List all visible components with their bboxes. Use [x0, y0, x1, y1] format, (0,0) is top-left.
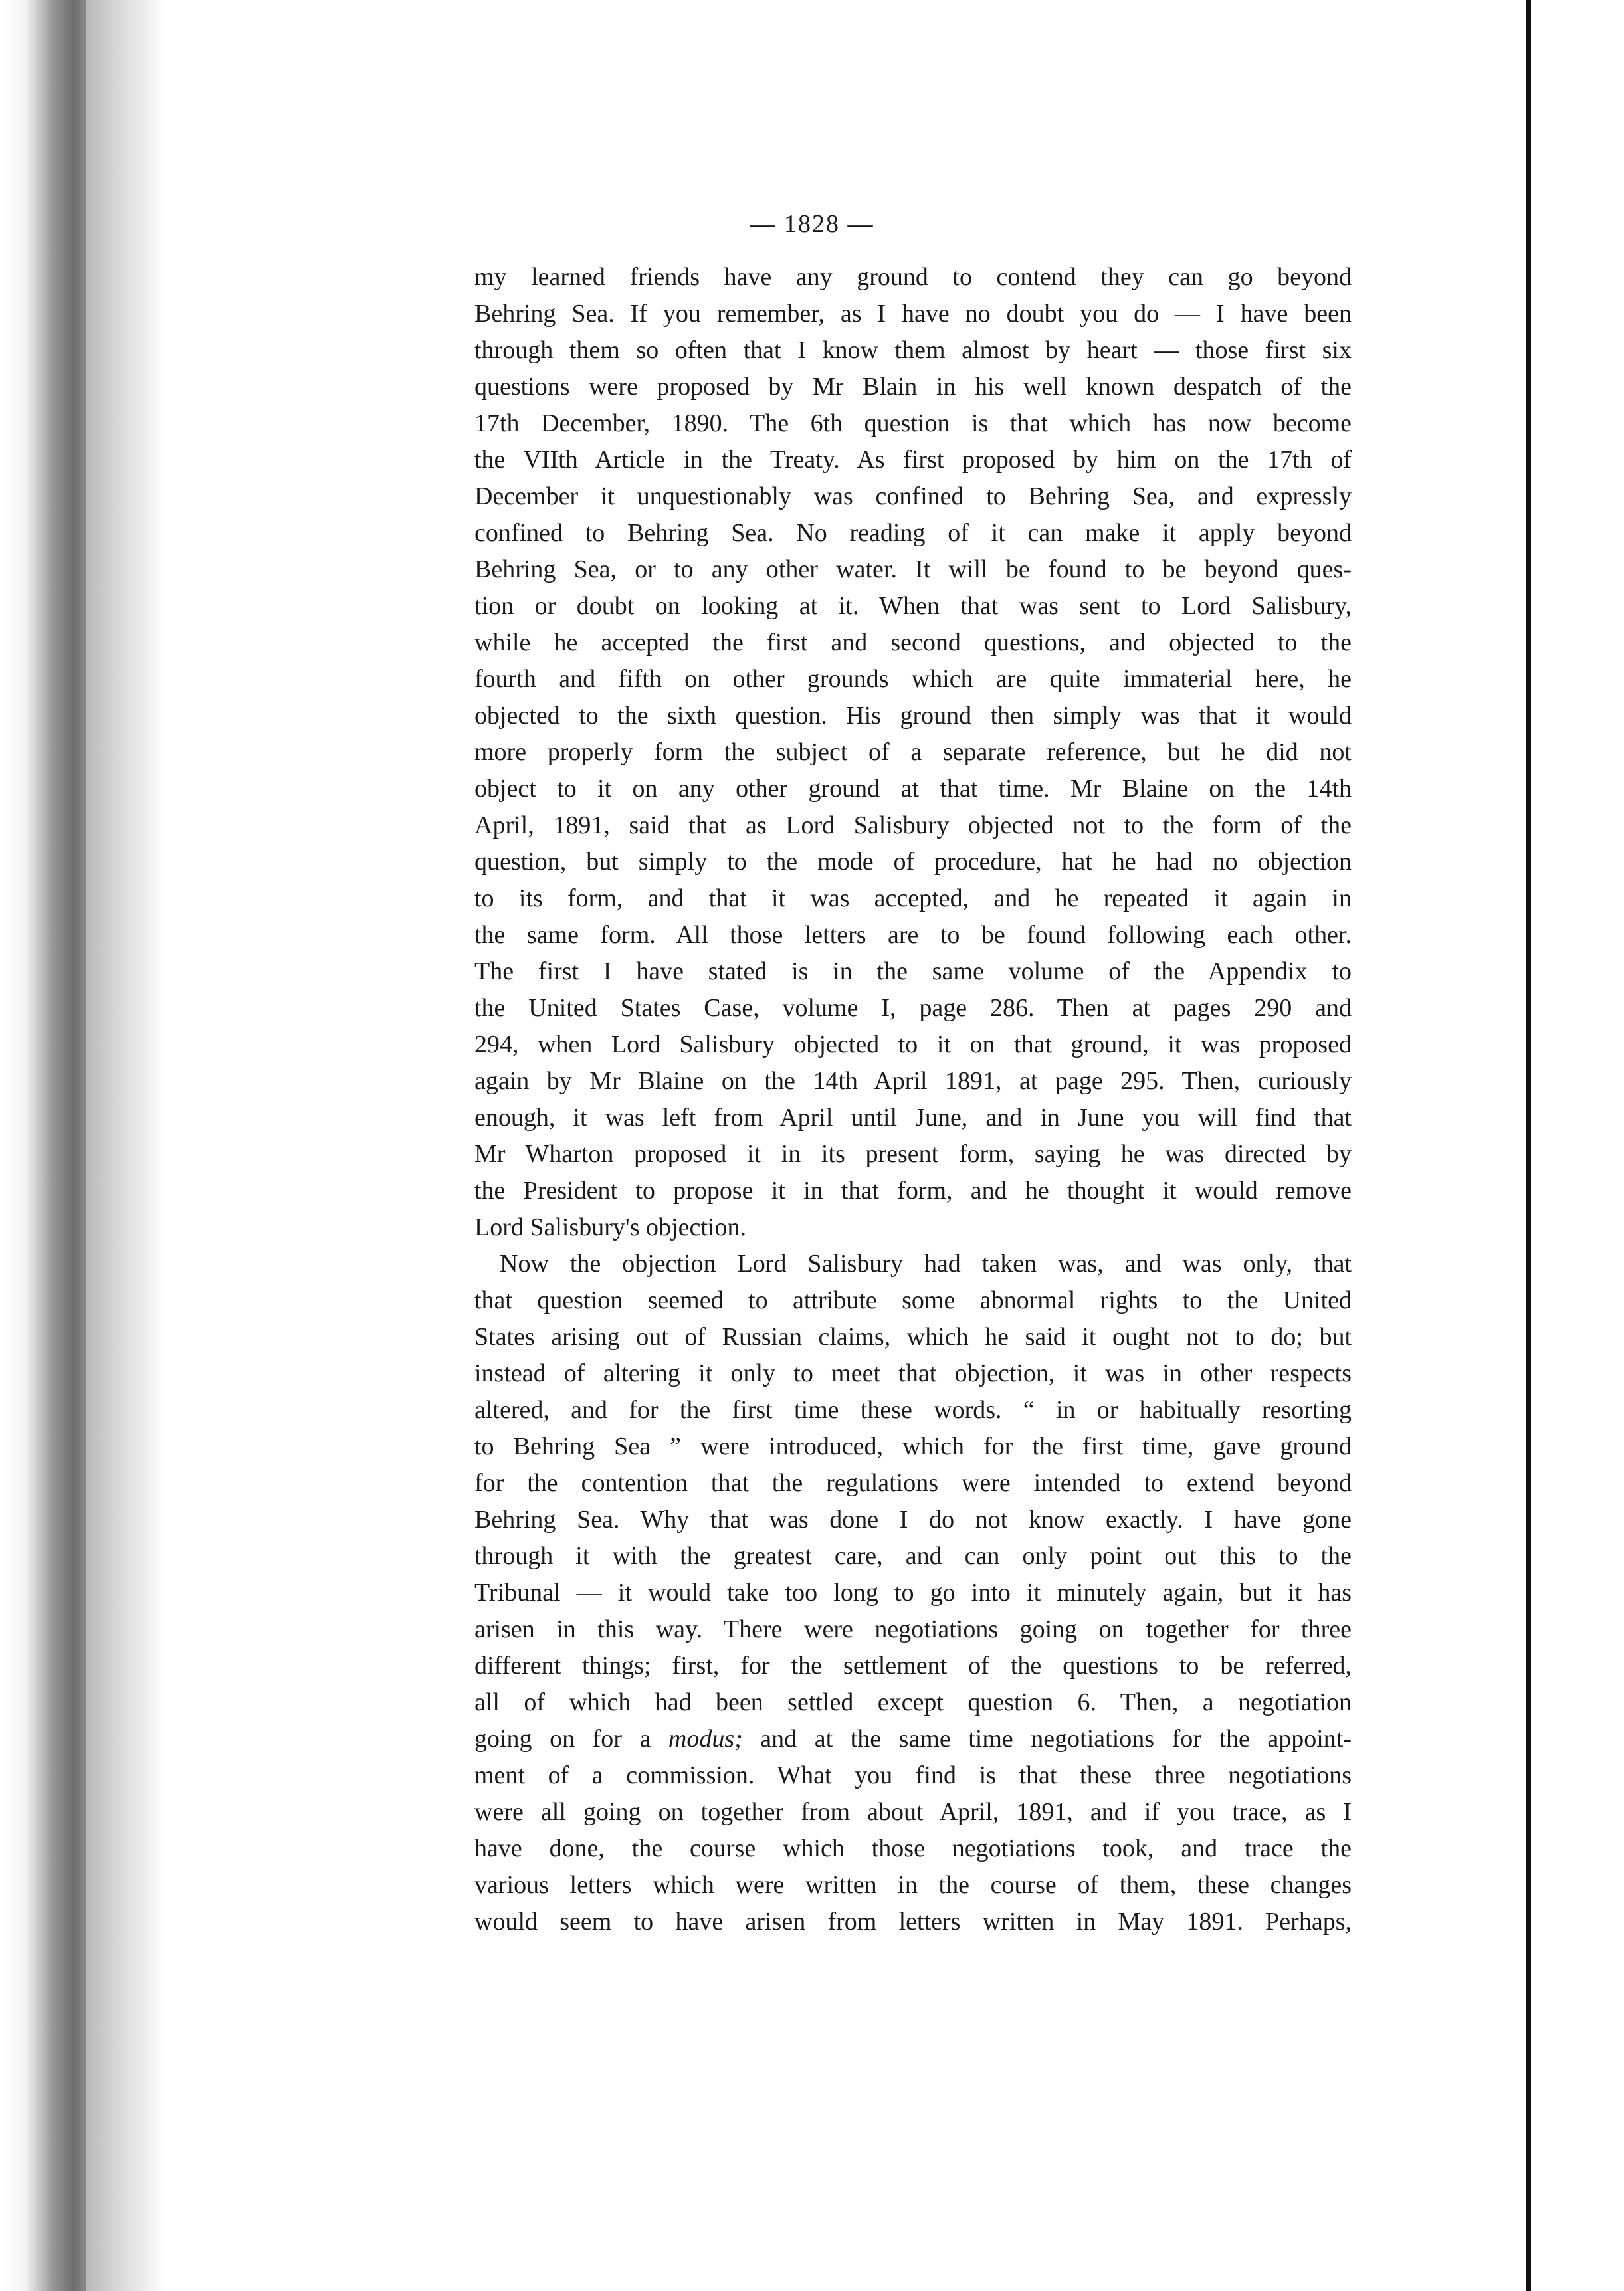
text-line: objected to the sixth question. His ground then simply was that it would — [474, 702, 1352, 730]
text-line: through it with the greatest care, and can only point out this to the — [474, 1542, 1352, 1570]
text-line: confined to Behring Sea. No reading of it can make it apply beyond — [474, 519, 1352, 547]
text-line: to Behring Sea ” were introduced, which for the first time, gave ground — [474, 1433, 1352, 1460]
text-line: The first I have stated is in the same volume of the Appendix to — [474, 957, 1352, 985]
text-line: the United States Case, volume I, page 286. Then at pages 290 and — [474, 994, 1352, 1022]
text-line: my learned friends have any ground to contend they can go beyond — [474, 263, 1352, 291]
text-line: were all going on together from about April, 1891, and if you trace, as I — [474, 1798, 1352, 1826]
text-line: Lord Salisbury's objection. — [474, 1213, 746, 1241]
text-line: questions were proposed by Mr Blain in his well known despatch of the — [474, 373, 1352, 401]
scan-right-margin — [1531, 0, 1624, 2291]
italic-word: modus; — [668, 1725, 743, 1753]
scan-right-border — [1526, 0, 1531, 2291]
text-line: again by Mr Blaine on the 14th April 1891, at page 295. Then, curiously — [474, 1067, 1352, 1095]
text-line: States arising out of Russian claims, which he said it ought not to do; but — [474, 1323, 1352, 1351]
text-line-modus — [474, 1721, 1352, 1757]
text-line: 17th December, 1890. The 6th question is that which has now become — [474, 409, 1352, 437]
page-body — [474, 259, 1352, 1940]
text-line: ment of a commission. What you find is that these three negotiations — [474, 1761, 1352, 1789]
text-line: while he accepted the first and second questions, and objected to the — [474, 629, 1352, 656]
text-line: Mr Wharton proposed it in its present form, saying he was directed by — [474, 1140, 1352, 1168]
text-line: December it unquestionably was confined to Behring Sea, and expressly — [474, 482, 1352, 510]
text-line: April, 1891, said that as Lord Salisbury objected not to the form of the — [474, 811, 1352, 839]
text-line: Behring Sea. If you remember, as I have no doubt you do — I have been — [474, 300, 1352, 328]
text-line: all of which had been settled except question 6. Then, a negotiation — [474, 1688, 1352, 1716]
text-line: would seem to have arisen from letters written in May 1891. Perhaps, — [474, 1908, 1352, 1936]
text-line: different things; first, for the settlement of the questions to be referred, — [474, 1652, 1352, 1680]
paragraph-2 — [474, 1246, 1352, 1940]
scan-left-shadow — [86, 0, 166, 2291]
text-line: question, but simply to the mode of procedure, hat he had no objection — [474, 848, 1352, 876]
text-line: to its form, and that it was accepted, and he repeated it again in — [474, 884, 1352, 912]
text-fragment: and at the same time negotiations for the appoint- — [742, 1725, 1352, 1753]
page-number: — 1828 — — [750, 210, 874, 238]
text-line: that question seemed to attribute some abnormal rights to the United — [474, 1286, 1352, 1314]
text-line: have done, the course which those negotiations took, and trace the — [474, 1835, 1352, 1862]
paragraph-1 — [474, 259, 1352, 1246]
text-line: for the contention that the regulations were intended to extend beyond — [474, 1469, 1352, 1497]
text-line: altered, and for the first time these words. “ in or habitually resorting — [474, 1396, 1352, 1424]
text-line: object to it on any other ground at that time. Mr Blaine on the 14th — [474, 775, 1352, 803]
text-line: various letters which were written in the course of them, these changes — [474, 1871, 1352, 1899]
text-line: Now the objection Lord Salisbury had taken was, and was only, that — [500, 1250, 1352, 1278]
text-line: enough, it was left from April until June, and in June you will find that — [474, 1104, 1352, 1132]
text-line: Tribunal — it would take too long to go into it minutely again, but it has — [474, 1579, 1352, 1607]
text-line: fourth and fifth on other grounds which are quite immaterial here, he — [474, 665, 1352, 693]
text-line: instead of altering it only to meet that objection, it was in other respects — [474, 1359, 1352, 1387]
scan-left-border — [0, 0, 86, 2291]
text-line: the VIIth Article in the Treaty. As first proposed by him on the 17th of — [474, 446, 1352, 474]
text-fragment: going on for a — [474, 1725, 668, 1753]
text-line: arisen in this way. There were negotiations going on together for three — [474, 1615, 1352, 1643]
text-line: through them so often that I know them almost by heart — those first six — [474, 336, 1352, 364]
text-line: Behring Sea. Why that was done I do not know exactly. I have gone — [474, 1506, 1352, 1534]
text-line: more properly form the subject of a separate reference, but he did not — [474, 738, 1352, 766]
text-line: 294, when Lord Salisbury objected to it on that ground, it was proposed — [474, 1031, 1352, 1058]
text-line: the President to propose it in that form, and he thought it would remove — [474, 1177, 1352, 1205]
text-line: tion or doubt on looking at it. When that was sent to Lord Salisbury, — [474, 592, 1352, 620]
text-line: Behring Sea, or to any other water. It will be found to be beyond ques- — [474, 555, 1352, 583]
text-line: the same form. All those letters are to be found following each other. — [474, 921, 1352, 949]
